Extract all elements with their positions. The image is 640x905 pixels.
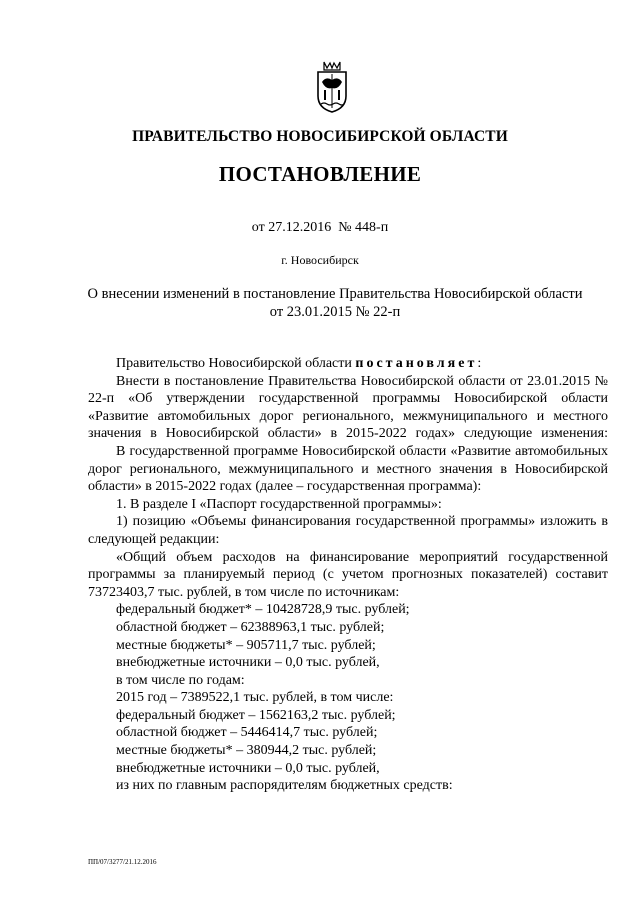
body-paragraph-resolves [88, 355, 608, 373]
list-item: в том числе по годам: [116, 672, 245, 688]
body-paragraph-amend: Внести в постановление Правительства Новосибирской области от 23.01.2015 № 22-п «Об утверждении государственной программы Новосибирской области «Развитие автомобильных дорог регионального, межмуниципального и местного значения в Новосибирской области» в 2015-2022 годах» следующие изменения: [88, 373, 608, 442]
body-paragraph-program: В государственной программе Новосибирской области «Развитие автомобильных дорог регионального, межмуниципального и местного значения в Новосибирской области» в 2015-2022 годах (далее – государственная программа): [88, 443, 608, 495]
body-paragraph-position: 1) позицию «Объемы финансирования государственной программы» изложить в следующей редакции: [88, 514, 608, 547]
document-body [88, 355, 608, 795]
document-subject [70, 285, 600, 321]
list-item: федеральный бюджет* – 10428728,9 тыс. рублей; [116, 602, 410, 618]
document-city: г. Новосибирск [281, 253, 359, 267]
subject-line-2: от 23.01.2015 № 22-п [269, 304, 401, 320]
document-footer-code: ПП/07/3277/21.12.2016 [88, 858, 157, 866]
organization-title: ПРАВИТЕЛЬСТВО НОВОСИБИРСКОЙ ОБЛАСТИ [132, 128, 508, 145]
resolves-lead-text: Правительство Новосибирской области [116, 356, 356, 371]
list-item: областной бюджет – 5446414,7 тыс. рублей; [116, 725, 378, 741]
list-item: федеральный бюджет – 1562163,2 тыс. рублей; [116, 707, 396, 723]
document-date-number: от 27.12.2016 № 448-п [251, 220, 389, 235]
list-item: местные бюджеты* – 905711,7 тыс. рублей; [116, 637, 376, 653]
list-item: из них по главным распорядителям бюджетных средств: [116, 778, 453, 794]
subject-line-1: О внесении изменений в постановление Правительства Новосибирской области [87, 286, 583, 302]
list-item: областной бюджет – 62388963,1 тыс. рублей; [116, 619, 385, 635]
body-paragraph-section: 1. В разделе I «Паспорт государственной программы»: [116, 496, 442, 512]
document-type-title: ПОСТАНОВЛЕНИЕ [218, 162, 422, 186]
list-item: 2015 год – 7389522,1 тыс. рублей, в том числе: [116, 690, 394, 706]
resolves-colon: : [477, 356, 482, 371]
list-item: местные бюджеты* – 380944,2 тыс. рублей; [116, 743, 377, 759]
resolves-keyword: постановляет [355, 356, 478, 371]
coat-of-arms-icon [312, 60, 352, 114]
list-item: внебюджетные источники – 0,0 тыс. рублей, [116, 655, 380, 671]
list-item: внебюджетные источники – 0,0 тыс. рублей, [116, 760, 380, 776]
body-paragraph-total: «Общий объем расходов на финансирование мероприятий государственной программы за планируемый период (с учетом прогнозных показателей) составит 73723403,7 тыс. рублей, в том числе по источникам: [88, 549, 608, 600]
